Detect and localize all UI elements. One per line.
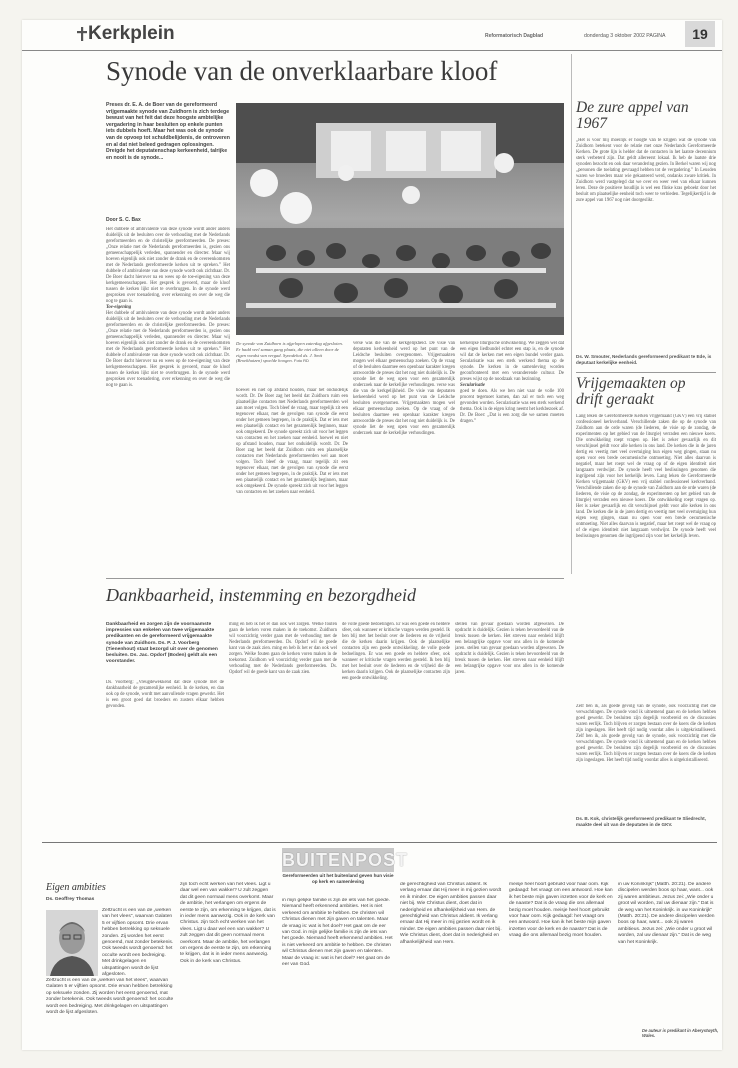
opinion-footer: De auteur is predikant in Aberystwyth, Wales. [642, 1028, 719, 1038]
newspaper-page [22, 20, 722, 1050]
buitenpost-masthead: BUITENPOST [282, 850, 409, 870]
column-drift-body [576, 414, 716, 700]
main-body-column-4 [460, 341, 564, 567]
main-body-5: goed te doen. Als we ben niet vaar de volle 100 procent tegemoet komen, dan zal er toch een weg gevonden worden. Secularisatie was een sterk werkend thema. Ook in de eigen kring neemt het kerkbezoek af. Dr. De Boer: „Dat is een zorg die we samen moeten dragen.” [460, 389, 564, 424]
opinion-headline: Eigen ambities [46, 882, 106, 893]
second-body-4b: stellen van gevaar goedaan worden afgewezen. De opdracht is duidelijk. Gezien is teken bevoordeeld van de breuk tussen de kerken. Het streven naar eenheid blijft een belangrijke opgave voor ons allen in de komende jaren. [455, 646, 564, 675]
article-separator [106, 578, 564, 579]
column-drift-headline: Vrijgemaakten op drift geraakt [576, 375, 686, 408]
cross-icon [76, 27, 88, 41]
second-body-column-4 [455, 622, 564, 780]
issue-date: donderdag 3 oktober 2002 PAGINA [584, 33, 666, 39]
opinion-column-4 [400, 882, 504, 1042]
section-title: Kerkplein [88, 23, 175, 44]
right-column-2-text-b: Zelf ben ik, als goede gevolg van de synode, ook voorzichtig met die verwachtingen. De synode vond ik uitnemend gaan en de kerken hebben goed gewerkt. De besluiten zijn degelijk voorbereid en de discussies waren eerlijk. Toch blijven er zorgen bestaan over de koers die de kerken zijn ingeslagen. Het heeft tijd nodig voordat alles is uitgekristalliseerd. [576, 734, 716, 763]
opinion-column-3 [282, 898, 394, 1042]
column-appeal-signature: Ds. W. Smouter, Nederlands gereformeerd predikant te Ede, is deputaat kerkelijke eenheid. [576, 354, 712, 365]
main-lead: Preses dr. E. A. de Boer van de gereformeerd vrijgemaakte synode van Zuidhorn is zich terdege bewust van het feit dat deze hoogste ambtelijke vergadering in haar besluiten op enkele punten iets dubbels hoeft. Maar het was ook de synode van de opvoep tot schuldbelijdenis, de ontroveren en al dat niet beleed gedragen oplossingen. Dreigde het deputatenschap kerkeenheid, talrijke en nooit is de synode... [106, 102, 230, 161]
opinion-body-5: in uw Koninkrijk” (Matth. 20:21). De andere discipelen werden boos op haar, want... ook zij waren ambitieus. Jezus zei: „Wie onder u groot wil worden, zal uw dienaar zijn.” Dat is de weg van het Koninkrijk. [618, 882, 714, 913]
main-body-3: verse was die van de kerkgelijkheid. De visie van deputaten kerkeenheid werd op het punt van de Leidsche besluiten overgenomen. Vrijgemaakten mogen wel elkaar gemeenschap zoeken. Op de vraag of de besluiten daarmee een openbaar karakter kregen antwoordde de preses dat het nog niet duidelijk is. De synode liet de weg open voor een gezamenlijk onderzoek naar de kerkelijke verhoudingen. [353, 341, 455, 388]
page-number: 19 [685, 21, 715, 47]
opinion-body-3b: de gerechtigheid van Christus aldient. Ik verlang ernaar dat Hij meer in mij gezien wordt en ik minder. De eigen ambities passen daar niet bij. Wie Christus dient, doet dat in nederigheid en afhankelijkheid van Hem. [400, 907, 502, 945]
opinion-intro-cont: Zelfzucht is een van de „werken van het vlees”, waarvan Galaten 5 er vijftien opsomt. Drie ervan hebben betrekking op seksuele zonden. Zij worden het eerst genoemd, mat zonder betekenis. Ook tweeds wordt genoemd: het occulte wordt een bedreiging. Met drinkgelagen en uitspattingen wordt de lijst afgesloten. [46, 978, 174, 1016]
buitenpost-subtitle: Gereformeerden uit het buitenland geven hun visie op kerk en samenleving [282, 873, 394, 884]
column-drift-text-b: Lang leken de Gereformeerde Kerken vrijgemaakt (GKV) een vrij stabiel confessioneel kerkverband. Verschillende zaken die op de synode van Zuidhorn aan de orde waren (de liederen, de visie op de zondag, de experimenten op het gebied van de liturgie) verraden een nieuwe koers. Die ontwikkeling roept vragen op. Het is zeker gevaarlijk en dit verschijnsel geldt voor alle kerken in ons land. De kerken die in de jaren dertig en veertig met veel overtuiging hun eigen weg gingen, staan nu open voor een brede oecumenische ontmoeting. Niet alles daarvan is negatief, maar het roept wel de vraag op of de eigen identiteit niet langzaam verdwijnt. De synode heeft veel beslissingen genomen die ingrijpend zijn voor het kerkelijk leven. [576, 474, 716, 539]
second-body-4: stellen van gevaar goedaan worden afgewezen. De opdracht is duidelijk. Gezien is teken bevoordeeld van de breuk tussen de kerken. Het streven naar eenheid blijft een belangrijke opgave voor ons allen in de komende jaren. [455, 622, 564, 651]
opinion-body-1: zijn toch echt werken van het vlees. Ligt u daar wel een van wakker? U zult zeggen dat dit geen normaal mens overkomt. Maar de ambitie, het verlangen om ergens de eerste te zijn, om erkenning te krijgen, dat is in ieder mens aanwezig. Ook in de kerk van Christus. [180, 882, 276, 926]
main-body-1: Het dubbele of ambivalente van deze synode wordt ander anders duidelijk uit de besluiten over de verhouding met de Nederlands gereformeerden en de christelijke gereformeerden. De preses: „Onze relatie met de Nederlands gereformeerden is, gezien ons gemeenschappelijk verleden, spannender en directer. Maar wij hoeven eigenlijk ook niet zonder de drank en de overeenkomsten met de Nederlands gereformeerde kerken uit te spreken.” Het dubbele of ambivalente van deze synode wordt ook zichtbaar. Dr. De Boer dacht hierover na en wees op de toe-eigening van deze kerkgemeenschappen. Het gesprek is gevoerd, maar de kloof tussen de kerken lijkt niet te overbruggen. In de synode werd gesproken over toenadering, over erkenning en over de weg die nog te gaan is. [106, 227, 230, 304]
column-appeal-headline: De zure appel van 1967 [576, 99, 689, 132]
main-body-4: kerkelijke liturgische ontwikkeling. We zeggen wel dat een eigen liedbundel echter een stap is, en de synode wil dat de kerken met een eigen bundel verder gaan. Secularisatie was een sterk werkend thema op de synode. De kerken in de samenleving worden geconfronteerd met een veranderende cultuur. De preses wijst op de noodzaak van bezinning. [460, 341, 564, 382]
second-body-column-1: Ds. Voorberg: „Vreugdewekkend dat deze synode met de dankbaarheid de gezamenlijke eenheid. In de kerken, en dan ook op de synode, wordt met aanvullende vragen gewerkt. Het is een groot goed dat broeders en zusters elkaar hebben gevonden. [106, 680, 224, 709]
photo-caption [236, 341, 348, 364]
main-body-column-3 [353, 341, 455, 567]
column-divider [571, 54, 572, 574]
main-body-3b: verse was die van de kerkgelijkheid. De visie van deputaten kerkeenheid werd op het punt van de Leidsche besluiten overgenomen. Vrijgemaakten mogen wel elkaar gemeenschap zoeken. Op de vraag of de besluiten daarmee een openbaar karakter kregen antwoordde de preses dat het nog niet duidelijk is. De synode liet de weg open voor een gezamenlijk onderzoek naar de kerkelijke verhoudingen. [353, 383, 455, 436]
opinion-column-2 [180, 882, 276, 1042]
column-drift-text: Lang leken de Gereformeerde Kerken vrijgemaakt (GKV) een vrij stabiel confessioneel kerkverband. Verschillende zaken die op de synode van Zuidhorn aan de orde waren (de liederen, de visie op de zondag, de experimenten op het gebied van de liturgie) verraden een nieuwe koers. Die ontwikkeling roept vragen op. Het is zeker gevaarlijk en dit verschijnsel geldt voor alle kerken in ons land. De kerken die in de jaren dertig en veertig met veel overtuiging hun eigen weg gingen, staan nu open voor een brede oecumenische ontmoeting. Niet alles daarvan is negatief, maar het roept wel de vraag op of de eigen identiteit niet langzaam verdwijnt. De synode heeft veel beslissingen genomen die ingrijpend zijn voor het kerkelijk leven. [576, 414, 716, 479]
opinion-body-5b: in uw Koninkrijk” (Matth. 20:21). De andere discipelen werden boos op haar, want... ook zij waren ambitieus. Jezus zei: „Wie onder u groot wil worden, zal uw dienaar zijn.” Dat is de weg van het Koninkrijk. [618, 907, 715, 945]
second-body-3b: de volle goede bedoelingen. Er was een goede en heldere sfeer, ook wanneer er kritische vragen werden gesteld. Ik ben blij met het besluit over de liederen en de vrijheid die de kerken daarin krijgen. Ook de plaatselijke contacten zijn een goede ontwikkeling. [342, 646, 450, 681]
column-appeal-body: „Het is voor mij moeilijk er hoogte van te krijgen wat de synode van Zuidhorn betekent voor de relatie met onze Nederlands Gereformeerde Kerken. De grote lijn is helder dat de contacten in het laatste decennium sterk verbeterd zijn. Dat geldt allereerst lokaal. Ik heb de laatste drie synoden bezocht en ook daar verandering gezien. In Berkel waren wij nog „personen die toelating gevraagd hebben tot de vergadering.” In Leusden waren we broeders maar wie gekanteerd werd, ondanks zware kritiek. In Zuidhorn werd vastgelegd dat we over en weer veel van elkaar kunnen leren. Deze de positieve houdlijn is wel een flinke kras geboekt door het besluit om plaatselijke eenheid toch weer te verbieden. Tegelijkertijd is de zure appel van 1967 nog niet doorgeslikt. [576, 138, 716, 203]
subhead-secularisatie: Secularisatie [460, 383, 486, 388]
bottom-separator [42, 842, 717, 843]
main-body-1b: Het dubbele of ambivalente van deze synode wordt ander anders duidelijk uit de besluiten over de verhouding met de Nederlands gereformeerden en de christelijke gereformeerden. De preses: „Onze relatie met de Nederlands gereformeerden is, gezien ons gemeenschappelijk verleden, spannender en directer. Maar wij hoeven eigenlijk ook niet zonder de drank en de overeenkomsten met de Nederlands gereformeerde kerken uit te spreken.” Het dubbele of ambivalente van deze synode wordt ook zichtbaar. Dr. De Boer dacht hierover na en wees op de toe-eigening van deze kerkgemeenschappen. Het gesprek is gevoerd, maar de kloof tussen de kerken lijkt niet te overbruggen. In de synode werd gesproken over toenadering, over erkenning en over de weg die nog te gaan is. [106, 311, 230, 388]
right-column-2-signature: Ds. B. Kok, christelijk gereformeerd predikant te Sliedrecht, maakte deel uit van de deputaten in de GKV. [576, 816, 706, 827]
opinion-body-3: de gerechtigheid van Christus aldient. Ik verlang ernaar dat Hij meer in mij gezien wordt en ik minder. De eigen ambities passen daar niet bij. Wie Christus dient, doet dat in nederigheid en afhankelijkheid van Hem. [400, 882, 502, 913]
opinion-body-2: in mijn gelijke familie is zijn de iets van het goede. Niemand heeft erkennend ambities. Het is niet verkeerd om ambitie te hebben. De christen wil Christus dienen met zijn gaven en talenten. Maar de vraag is: wat is het doel? Het gaat om de eer van God. [282, 898, 390, 936]
column-separator [576, 372, 716, 373]
main-byline: Door S. C. Bax [106, 217, 141, 223]
main-body-2b: hoewel en niet op afstand houden, maar het onduidelijk wordt. Dr. De Boer zag het beeld dat Zuidhorn ruim een plaatselijke contacten met Nederlands gereformeerden wel aan moet volgen. Toch bleef de vraag, maar tegelijk zit een tegenover elkaar, met de gevolgen van synode die eerst onder het gemeen begrepen, in de praktijk. Dat er iets met een plaatselijk contact en het gezamenlijk beginnen, maar ook omgekeerd. De synode spreekt zich uit voor het leggen van contacten en het zoeken naar eenheid. [236, 436, 348, 495]
author-portrait [46, 910, 98, 976]
main-body-2: hoewel en niet op afstand houden, maar het onduidelijk wordt. Dr. De Boer zag het beeld dat Zuidhorn ruim een plaatselijke contacten met Nederlands gereformeerden wel aan moet volgen. Toch bleef de vraag, maar tegelijk zit een tegenover elkaar, met de gevolgen van synode die eerst onder het gemeen begrepen, in de praktijk. Dat er iets met een plaatselijk contact en het gezamenlijk beginnen, maar ook omgekeerd. De synode spreekt zich uit voor het leggen van contacten en het zoeken naar eenheid. [236, 388, 348, 441]
second-headline: Dankbaarheid, instemming en bezorgdheid [106, 585, 416, 605]
synod-photo [236, 103, 564, 335]
second-body-column-3 [342, 622, 450, 780]
main-body-column-1 [106, 227, 230, 567]
right-column-2-text: Zelf ben ik, als goede gevolg van de synode, ook voorzichtig met die verwachtingen. De synode vond ik uitnemend gaan en de kerken hebben goed gewerkt. De besluiten zijn degelijk voorbereid en de discussies waren eerlijk. Toch blijven er zorgen bestaan over de koers die de kerken zijn ingeslagen. Het heeft tijd nodig voordat alles is uitgekristalliseerd. [576, 704, 716, 733]
opinion-column-5 [509, 882, 613, 1042]
main-headline: Synode van de onverklaarbare kloof [106, 56, 498, 86]
second-lead: Dankbaarheid en zorgen zijn de voornaamste impressies van enkelen van twee vrijgemaakte predikanten en de gereformeerd vrijgemaakte synode van Zuidhorn. Ds. P. J. Voorberg (Tienenhout) staat bezorgd uit over de genomen besluiten. Ds. Jac. Opdorf (Boden) geldt als een voorstander. [106, 622, 218, 665]
caption-text: De synode van Zuidhorn is afgelopen zaterdag afgesloten. Er hadd veel saman gang plaats, die niet alleen door de eigen vondst van vergad. Synodehal ds. J. Smit (Broekhuizen) spoelde hoogen. [236, 341, 344, 364]
opinion-column-6 [618, 882, 716, 1026]
opinion-body-2b: in mijn gelijke familie is zijn de iets van het goede. Niemand heeft erkennend ambities. Het is niet verkeerd om ambitie te hebben. De christen wil Christus dienen met zijn gaven en talenten. Maar de vraag is: wat is het doel? Het gaat om de eer van God. [282, 930, 393, 968]
right-column-2-body [576, 704, 716, 814]
second-body-2b: ming en heb ik het er dan ook wel zorgen. Welke fouten gaan de kerken voren maken in de toekomst. Zuidhorn wil voorzichtig verder gaan met de verhouding met de Nederlands gereformeerden. Ds. Opdorf wil de goede kant van de zaak zien. [229, 646, 337, 675]
opinion-body-4b: meisje heel hoort gebruikt voor haar oom. Kijk gedaagd: het vraagt om een antwoord. Hoe kan ik het beste mijn gaven inzetten voor de kerk en de naaste? Dat is de vraag die ons allemaal bezig moet houden. [509, 907, 611, 939]
second-body-column-2 [229, 622, 337, 780]
second-body-2: ming en heb ik het er dan ook wel zorgen. Welke fouten gaan de kerken voren maken in de toekomst. Zuidhorn wil voorzichtig verder gaan met de verhouding met de Nederlands gereformeerden. Ds. Opdorf wil de goede kant van de zaak zien. [229, 622, 337, 651]
opinion-author: Ds. Geoffrey Thomas [46, 897, 95, 902]
second-body-3: de volle goede bedoelingen. Er was een goede en heldere sfeer, ook wanneer er kritische vragen werden gesteld. Ik ben blij met het besluit over de liederen en de vrijheid die de kerken daarin krijgen. Ook de plaatselijke contacten zijn een goede ontwikkeling. [342, 622, 450, 651]
opinion-body-1b: zijn toch echt werken van het vlees. Ligt u daar wel een van wakker? U zult zeggen dat dit geen normaal mens overkomt. Maar de ambitie, het verlangen om ergens de eerste te zijn, om erkenning te krijgen, dat is in ieder mens aanwezig. Ook in de kerk van Christus. [180, 920, 272, 964]
opinion-intro-side: Zelfzucht is een van de „werken van het vlees”, waarvan Galaten 5 er vijftien opsomt. Drie ervan hebben betrekking op seksuele zonden. Zij worden het eerst genoemd, mat zonder betekenis. Ook tweeds wordt genoemd: het occulte wordt een bedreiging. Met drinkgelagen en uitspattingen wordt de lijst afgesloten. [102, 908, 174, 978]
publication-name: Reformatorisch Dagblad [485, 33, 544, 39]
subhead-toe-eigening: Toe-eigening [106, 305, 132, 310]
main-body-column-2 [236, 388, 348, 566]
page-header [22, 20, 722, 51]
opinion-body-4: meisje heel hoort gebruikt voor haar oom. Kijk gedaagd: het vraagt om een antwoord. Hoe kan ik het beste mijn gaven inzetten voor de kerk en de naaste? Dat is de vraag die ons allemaal bezig moet houden. [509, 882, 613, 913]
photo-credit: Foto RD [294, 358, 309, 364]
